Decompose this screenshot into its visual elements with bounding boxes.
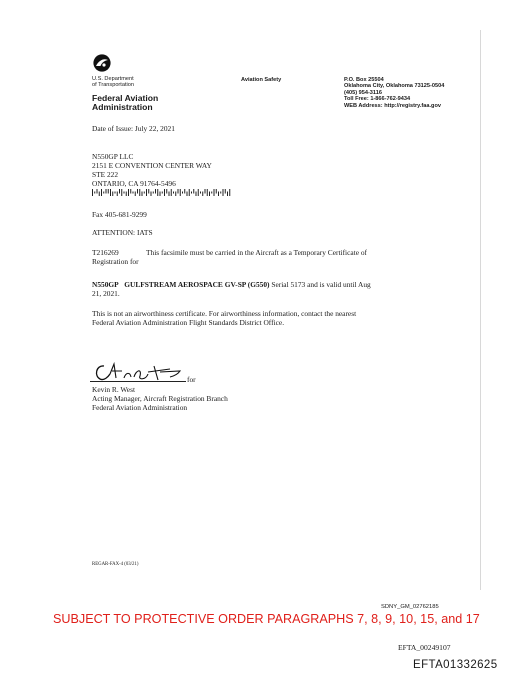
certificate-statement-1: This facsimile must be carried in the Aircraft as a Temporary Certificate of bbox=[146, 248, 367, 257]
agency-name: Federal Aviation Administration bbox=[92, 93, 159, 113]
mailing-address: P.O. Box 25504 Oklahoma City, Oklahoma 73125-0504 (405) 954-3116 Toll Free: 1-866-762-9434 WEB Address: http://registry.faa.gov bbox=[344, 77, 445, 109]
bates-number: SDNY_GM_02762185 bbox=[381, 604, 439, 610]
signatory-title: Acting Manager, Aircraft Registration Branch bbox=[92, 394, 228, 403]
efta-large-id: EFTA01332625 bbox=[413, 659, 498, 671]
attention-line: ATTENTION: IATS bbox=[92, 228, 153, 237]
dept-name: U.S. Department of Transportation bbox=[92, 76, 134, 89]
certificate-number: T216269 bbox=[92, 248, 119, 257]
aircraft-registration: N550GP bbox=[92, 280, 119, 289]
postal-barcode-icon bbox=[92, 189, 234, 196]
aircraft-valid-date: 21, 2021. bbox=[92, 289, 120, 298]
protective-order-notice: SUBJECT TO PROTECTIVE ORDER PARAGRAPHS 7, 8, 9, 10, 15, and 17 bbox=[53, 612, 480, 626]
recipient-address: N550GP LLC 2151 E CONVENTION CENTER WAY STE 222 ONTARIO, CA 91764-5496 bbox=[92, 152, 212, 188]
signature-for-label: for bbox=[187, 375, 196, 384]
signatory-agency: Federal Aviation Administration bbox=[92, 403, 188, 412]
aircraft-make-model: GULFSTREAM AEROSPACE GV-SP (G550) bbox=[124, 280, 270, 289]
signatory-name: Kevin R. West bbox=[92, 385, 135, 394]
aircraft-serial: Serial 5173 and is valid until Aug bbox=[269, 280, 371, 289]
airworthiness-notice: This is not an airworthiness certificate. For airworthiness information, contact the nearest Federal Aviation Administration Flight Standards District Office. bbox=[92, 309, 357, 327]
office-name: Aviation Safety bbox=[241, 77, 282, 83]
dot-logo-icon bbox=[93, 54, 111, 72]
issue-date: Date of Issue: July 22, 2021 bbox=[92, 124, 175, 133]
aircraft-line bbox=[92, 280, 371, 289]
signature-line bbox=[90, 381, 186, 382]
form-id: REGAR-FAX-4 (03/21) bbox=[92, 562, 139, 567]
efta-small-id: EFTA_00249107 bbox=[398, 643, 451, 652]
page-edge-line bbox=[480, 30, 481, 590]
certificate-statement-2: Registration for bbox=[92, 257, 139, 266]
fax-number: Fax 405-681-9299 bbox=[92, 210, 147, 219]
signatory-block bbox=[92, 385, 228, 412]
